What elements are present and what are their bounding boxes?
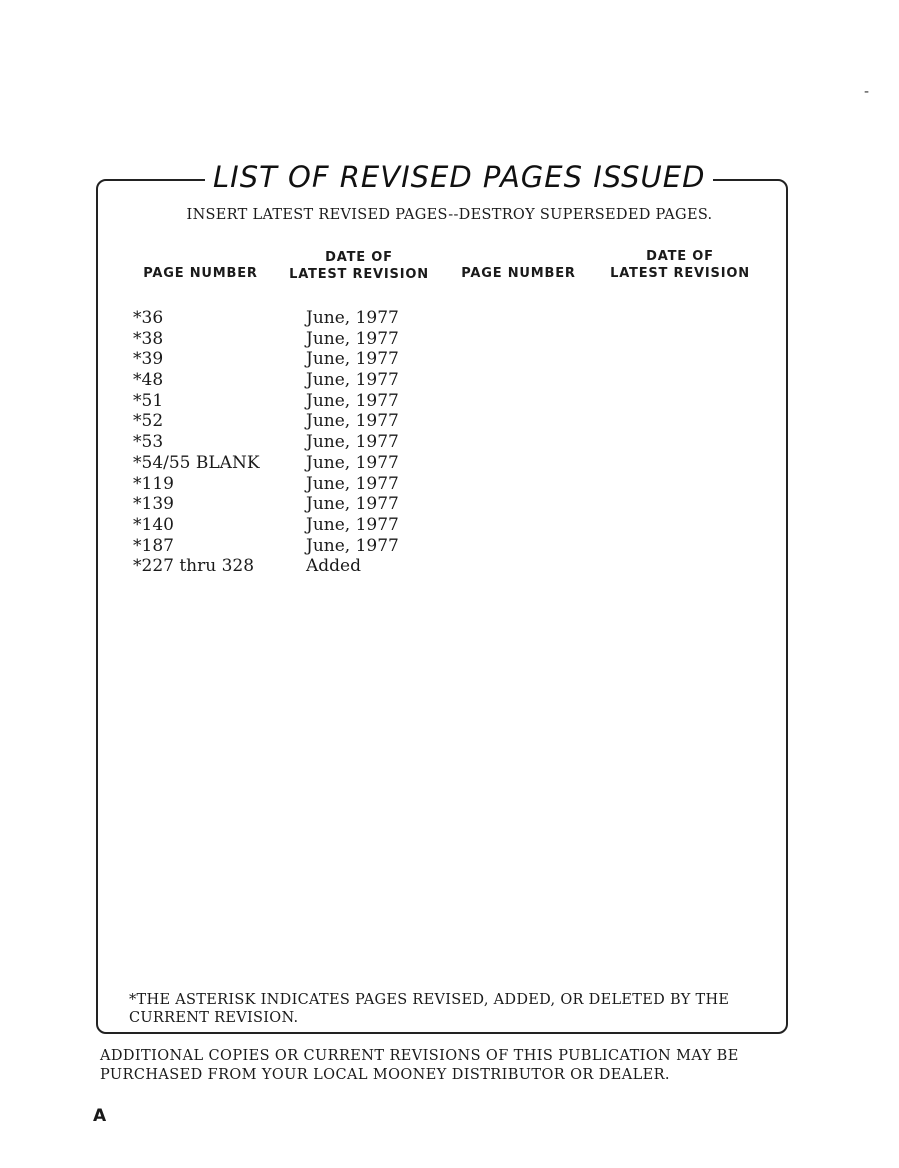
page-number: *119 — [133, 473, 174, 494]
revision-date: June, 1977 — [306, 411, 399, 432]
revision-date: June, 1977 — [306, 452, 399, 473]
header-page-number-label: PAGE NUMBER — [143, 266, 258, 281]
page-number: *54/55 BLANK — [133, 452, 260, 473]
header-date-of-line: DATE OF — [646, 249, 714, 264]
page-number: *52 — [133, 411, 164, 432]
page-number: *140 — [133, 514, 174, 535]
revision-date: June, 1977 — [306, 349, 399, 370]
revision-date: June, 1977 — [306, 514, 399, 535]
header-date-of-revision-2 — [609, 248, 751, 282]
revision-date: June, 1977 — [306, 370, 399, 391]
revision-date: June, 1977 — [306, 432, 399, 453]
page-title: LIST OF REVISED PAGES ISSUED — [205, 160, 713, 194]
revision-date: Added — [306, 556, 361, 577]
corner-mark: - — [864, 84, 870, 100]
page-number: *51 — [133, 390, 164, 411]
header-date-of-revision-1 — [288, 249, 430, 283]
page-number: *48 — [133, 370, 164, 391]
page-number: *139 — [133, 494, 174, 515]
page-number: *187 — [133, 535, 174, 556]
page-letter: A — [93, 1106, 107, 1126]
page-number: *39 — [133, 349, 164, 370]
header-page-number-2 — [456, 265, 581, 282]
revision-date: June, 1977 — [306, 328, 399, 349]
header-page-number-1 — [138, 265, 263, 282]
page-number: *53 — [133, 432, 164, 453]
footnote-line: CURRENT REVISION. — [129, 1010, 299, 1026]
page-number: *227 thru 328 — [133, 556, 255, 577]
page-number: *38 — [133, 328, 164, 349]
revision-date: June, 1977 — [306, 494, 399, 515]
revision-frame — [96, 179, 788, 1034]
header-date-of-line: DATE OF — [325, 250, 393, 265]
revision-date: June, 1977 — [306, 473, 399, 494]
header-latest-revision-line: LATEST REVISION — [610, 266, 750, 281]
revision-date: June, 1977 — [306, 535, 399, 556]
instruction-text: INSERT LATEST REVISED PAGES--DESTROY SUPERSEDED PAGES. — [186, 207, 713, 223]
additional-copies-line: ADDITIONAL COPIES OR CURRENT REVISIONS OF THIS PUBLICATION MAY BE — [100, 1048, 739, 1064]
revision-date: June, 1977 — [306, 308, 399, 328]
page-number: *36 — [133, 308, 164, 328]
header-latest-revision-line: LATEST REVISION — [289, 267, 429, 282]
additional-copies-line: PURCHASED FROM YOUR LOCAL MOONEY DISTRIBUTOR OR DEALER. — [100, 1067, 670, 1083]
asterisk-footnote — [129, 991, 769, 1027]
revision-date: June, 1977 — [306, 390, 399, 411]
footnote-line: *THE ASTERISK INDICATES PAGES REVISED, ADDED, OR DELETED BY THE — [129, 992, 730, 1008]
additional-copies-note — [100, 1047, 800, 1085]
header-page-number-label: PAGE NUMBER — [461, 266, 576, 281]
